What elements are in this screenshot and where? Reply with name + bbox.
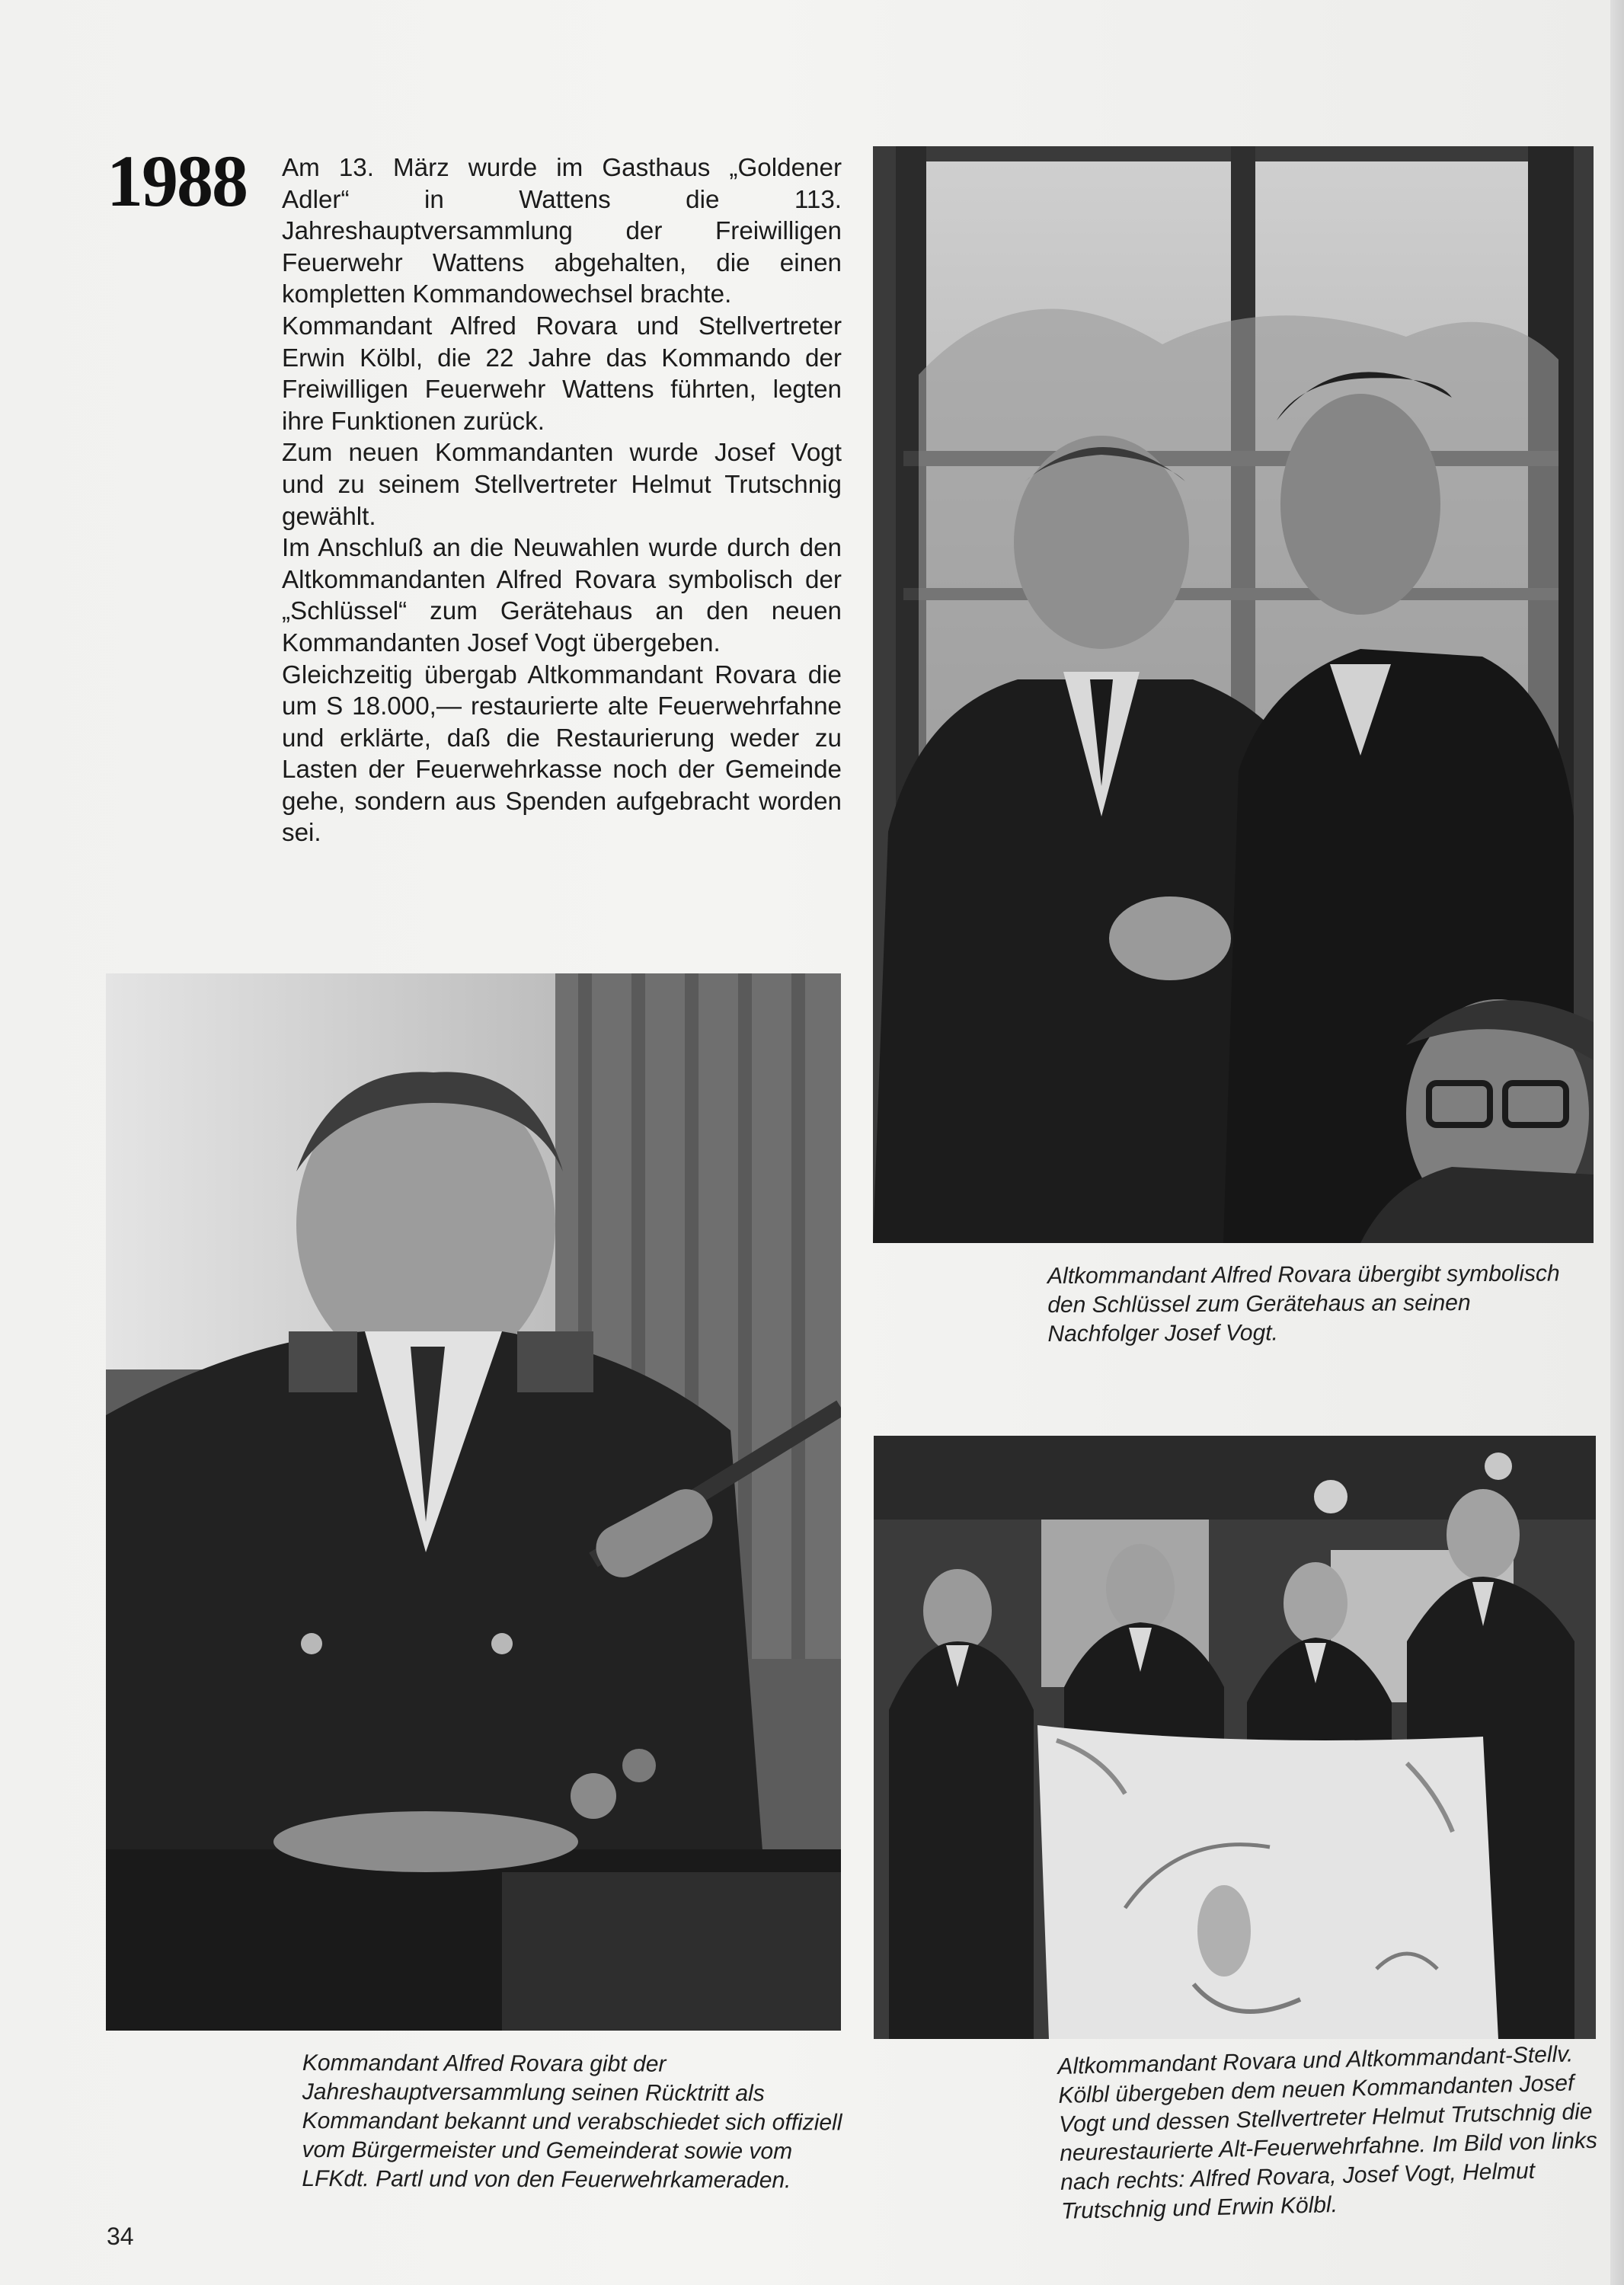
- photo-flag-illustration: [874, 1436, 1596, 2039]
- caption-handshake: [1047, 1259, 1581, 1349]
- article-text: [282, 152, 842, 849]
- caption-speaker: [302, 2049, 851, 2196]
- page-edge-shadow: [1610, 0, 1624, 2285]
- article-paragraph: Im Anschluß an die Neuwahlen wurde durch den Altkommandanten Alfred Rovara symbolisch der „Schlüssel“ zum Gerätehaus an den neuen Kommandanten Josef Vogt übergeben.: [282, 534, 842, 657]
- photo-flag-handover: [874, 1436, 1596, 2039]
- page-number: 34: [107, 2223, 134, 2250]
- photo-speaker-illustration: [106, 973, 841, 2031]
- caption-speaker-text: Kommandant Alfred Rovara gibt der Jahreshauptversammlung seinen Rücktritt als Kommandant bekannt und verabschiedet sich offiziell vom Bürgermeister und Gemeinderat sowie vom LFKdt. Partl und von den Feuerwehrkameraden.: [302, 2050, 842, 2194]
- article-paragraph: Gleichzeitig übergab Altkommandant Rovara die um S 18.000,— restaurierte alte Feuerwehrfahne und erklärte, daß die Restaurierung weder zu Lasten der Feuerwehrkasse noch der Gemeinde gehe, sondern aus Spenden aufgebracht worden sei.: [282, 660, 842, 848]
- caption-flag-text: Altkommandant Rovara und Altkommandant-Stellv. Kölbl übergeben dem neuen Kommandanten Josef Vogt und dessen Stellvertreter Helmut Trutschnig die neurestaurierte Alt-Feuerwehrfahne. Im Bild von links nach rechts: Alfred Rovara, Josef Vogt, Helmut Trutschnig und Erwin Kölbl.: [1057, 2041, 1598, 2224]
- photo-speaker: [106, 973, 841, 2031]
- article-paragraph: Kommandant Alfred Rovara und Stellvertreter Erwin Kölbl, die 22 Jahre das Kommando der Freiwilligen Feuerwehr Wattens führten, legten ihre Funktionen zurück.: [282, 312, 842, 436]
- article-paragraph: Zum neuen Kommandanten wurde Josef Vogt und zu seinem Stellvertreter Helmut Trutschnig gewählt.: [282, 439, 842, 531]
- photo-handshake-illustration: [873, 146, 1594, 1243]
- article-paragraph: Am 13. März wurde im Gasthaus „Goldener Adler“ in Wattens die 113. Jahreshauptversammlung der Freiwilligen Feuerwehr Wattens abgehalten, die einen kompletten Kommandowechsel brachte.: [282, 154, 842, 309]
- caption-flag: [1057, 2039, 1610, 2226]
- caption-handshake-text: Altkommandant Alfred Rovara übergibt symbolisch den Schlüssel zum Gerätehaus an seinen Nachfolger Josef Vogt.: [1047, 1261, 1560, 1347]
- photo-handshake: [873, 146, 1594, 1243]
- year-heading: 1988: [107, 140, 247, 222]
